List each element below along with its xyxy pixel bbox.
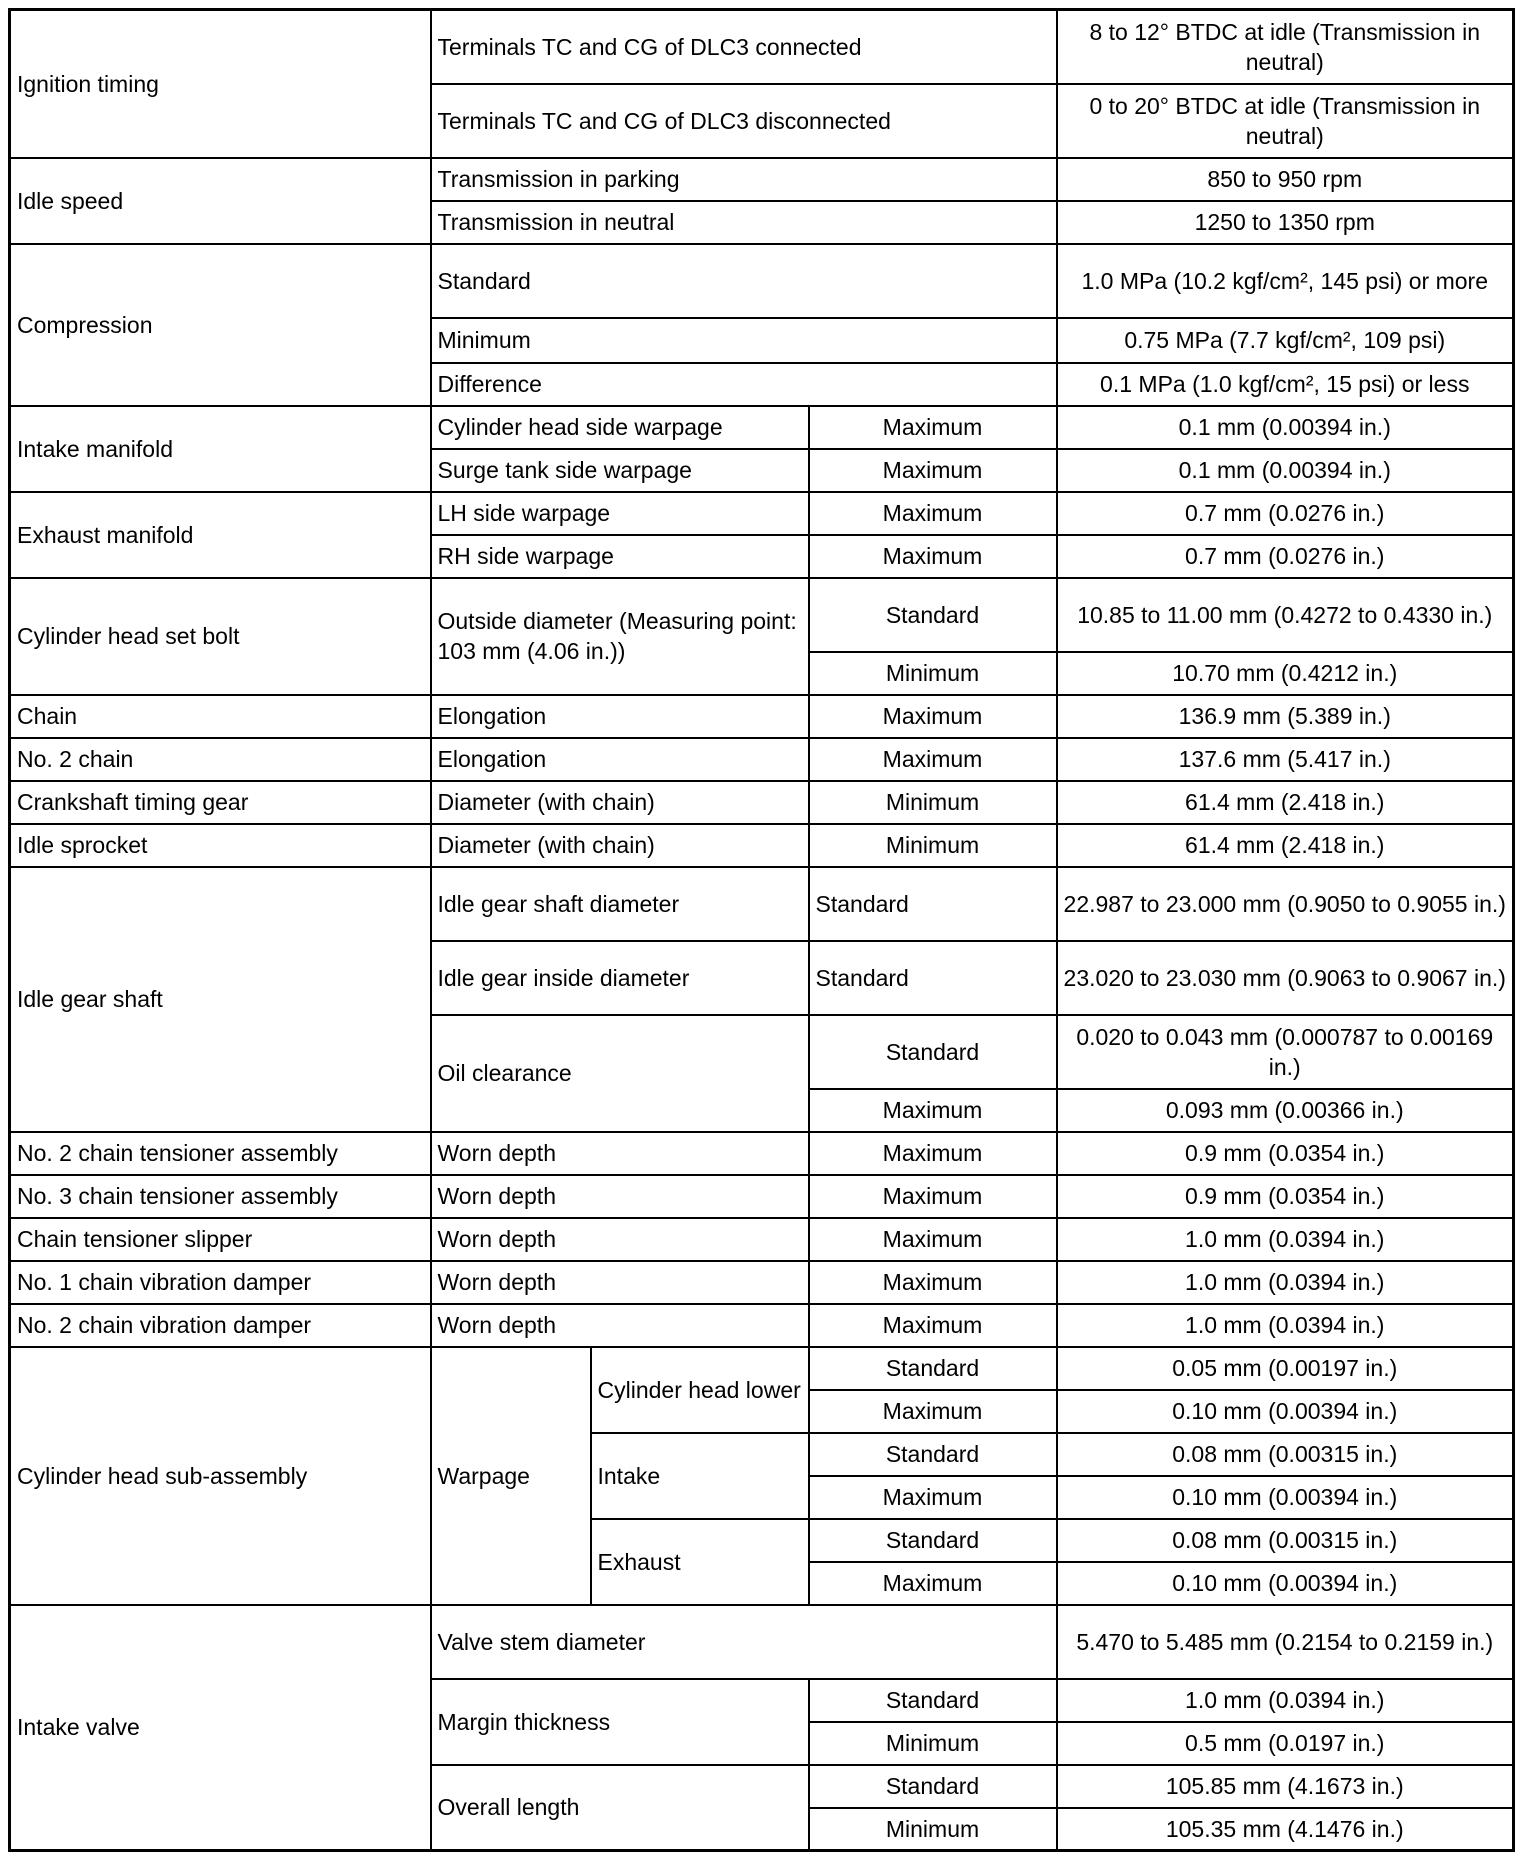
table-cell: Maximum bbox=[809, 1175, 1057, 1218]
table-cell: Maximum bbox=[809, 1304, 1057, 1347]
table-cell: Exhaust bbox=[591, 1519, 809, 1605]
table-cell: Minimum bbox=[809, 824, 1057, 867]
table-row bbox=[10, 1218, 1514, 1261]
table-cell: Minimum bbox=[809, 652, 1057, 695]
table-cell: Idle gear inside diameter bbox=[431, 941, 809, 1015]
table-cell: 0.10 mm (0.00394 in.) bbox=[1057, 1390, 1514, 1433]
table-cell: Maximum bbox=[809, 1218, 1057, 1261]
table-row bbox=[10, 695, 1514, 738]
table-cell: Cylinder head set bolt bbox=[10, 578, 431, 695]
table-cell: 1250 to 1350 rpm bbox=[1057, 201, 1514, 244]
table-cell: Exhaust manifold bbox=[10, 492, 431, 578]
table-cell: 0.75 MPa (7.7 kgf/cm², 109 psi) bbox=[1057, 318, 1514, 363]
table-cell: Outside diameter (Measuring point: 103 mm (4.06 in.)) bbox=[431, 578, 809, 695]
table-cell: Maximum bbox=[809, 1261, 1057, 1304]
table-row bbox=[10, 578, 1514, 652]
table-cell: Worn depth bbox=[431, 1261, 809, 1304]
table-cell: Idle gear shaft bbox=[10, 867, 431, 1132]
table-cell: Overall length bbox=[431, 1765, 809, 1851]
specification-table bbox=[8, 8, 1515, 1852]
table-cell: Terminals TC and CG of DLC3 disconnected bbox=[431, 84, 1057, 158]
table-cell: Standard bbox=[809, 1347, 1057, 1390]
table-cell: No. 1 chain vibration damper bbox=[10, 1261, 431, 1304]
table-cell: Minimum bbox=[431, 318, 1057, 363]
table-cell: Maximum bbox=[809, 1089, 1057, 1132]
table-cell: Chain tensioner slipper bbox=[10, 1218, 431, 1261]
table-cell: 1.0 mm (0.0394 in.) bbox=[1057, 1679, 1514, 1722]
table-cell: Compression bbox=[10, 244, 431, 406]
table-row bbox=[10, 158, 1514, 201]
table-cell: Ignition timing bbox=[10, 10, 431, 158]
table-cell: LH side warpage bbox=[431, 492, 809, 535]
table-cell: Maximum bbox=[809, 695, 1057, 738]
table-cell: Diameter (with chain) bbox=[431, 781, 809, 824]
table-cell: Terminals TC and CG of DLC3 connected bbox=[431, 10, 1057, 84]
table-cell: Standard bbox=[809, 578, 1057, 652]
table-cell: Minimum bbox=[809, 1722, 1057, 1765]
table-cell: 105.35 mm (4.1476 in.) bbox=[1057, 1808, 1514, 1851]
table-cell: 0.020 to 0.043 mm (0.000787 to 0.00169 in.) bbox=[1057, 1015, 1514, 1089]
table-cell: Idle gear shaft diameter bbox=[431, 867, 809, 941]
table-cell: Elongation bbox=[431, 738, 809, 781]
table-cell: Idle speed bbox=[10, 158, 431, 244]
table-row bbox=[10, 1304, 1514, 1347]
table-cell: Standard bbox=[431, 244, 1057, 318]
table-cell: 0.9 mm (0.0354 in.) bbox=[1057, 1175, 1514, 1218]
table-cell: Worn depth bbox=[431, 1218, 809, 1261]
table-row bbox=[10, 492, 1514, 535]
table-cell: Maximum bbox=[809, 535, 1057, 578]
table-cell: 0.5 mm (0.0197 in.) bbox=[1057, 1722, 1514, 1765]
table-cell: 61.4 mm (2.418 in.) bbox=[1057, 824, 1514, 867]
table-cell: Cylinder head sub-assembly bbox=[10, 1347, 431, 1605]
table-cell: Standard bbox=[809, 1433, 1057, 1476]
table-cell: Minimum bbox=[809, 1808, 1057, 1851]
table-cell: Worn depth bbox=[431, 1132, 809, 1175]
table-row bbox=[10, 10, 1514, 84]
table-cell: Margin thickness bbox=[431, 1679, 809, 1765]
table-row bbox=[10, 406, 1514, 449]
table-row bbox=[10, 738, 1514, 781]
table-cell: 23.020 to 23.030 mm (0.9063 to 0.9067 in.) bbox=[1057, 941, 1514, 1015]
table-cell: Standard bbox=[809, 941, 1057, 1015]
table-cell: 0.7 mm (0.0276 in.) bbox=[1057, 535, 1514, 578]
table-row bbox=[10, 867, 1514, 941]
table-cell: 0.10 mm (0.00394 in.) bbox=[1057, 1476, 1514, 1519]
table-cell: Minimum bbox=[809, 781, 1057, 824]
table-cell: 850 to 950 rpm bbox=[1057, 158, 1514, 201]
table-row bbox=[10, 824, 1514, 867]
table-cell: 10.85 to 11.00 mm (0.4272 to 0.4330 in.) bbox=[1057, 578, 1514, 652]
table-cell: 0.1 mm (0.00394 in.) bbox=[1057, 449, 1514, 492]
table-cell: 0 to 20° BTDC at idle (Transmission in neutral) bbox=[1057, 84, 1514, 158]
table-cell: Maximum bbox=[809, 449, 1057, 492]
table-cell: 0.7 mm (0.0276 in.) bbox=[1057, 492, 1514, 535]
table-cell: 0.093 mm (0.00366 in.) bbox=[1057, 1089, 1514, 1132]
table-cell: Transmission in parking bbox=[431, 158, 1057, 201]
table-cell: Cylinder head side warpage bbox=[431, 406, 809, 449]
table-cell: Standard bbox=[809, 1765, 1057, 1808]
table-cell: Standard bbox=[809, 867, 1057, 941]
table-cell: Intake valve bbox=[10, 1605, 431, 1851]
table-cell: Diameter (with chain) bbox=[431, 824, 809, 867]
table-cell: 0.10 mm (0.00394 in.) bbox=[1057, 1562, 1514, 1605]
table-cell: Worn depth bbox=[431, 1304, 809, 1347]
table-row bbox=[10, 1347, 1514, 1390]
table-cell: Oil clearance bbox=[431, 1015, 809, 1132]
table-cell: Warpage bbox=[431, 1347, 591, 1605]
table-cell: Difference bbox=[431, 363, 1057, 406]
table-cell: Transmission in neutral bbox=[431, 201, 1057, 244]
table-cell: Maximum bbox=[809, 1132, 1057, 1175]
table-cell: RH side warpage bbox=[431, 535, 809, 578]
table-cell: Maximum bbox=[809, 1562, 1057, 1605]
table-cell: 0.1 MPa (1.0 kgf/cm², 15 psi) or less bbox=[1057, 363, 1514, 406]
table-cell: Intake manifold bbox=[10, 406, 431, 492]
table-cell: 8 to 12° BTDC at idle (Transmission in neutral) bbox=[1057, 10, 1514, 84]
table-cell: 61.4 mm (2.418 in.) bbox=[1057, 781, 1514, 824]
spec-table-body bbox=[10, 10, 1514, 1851]
table-cell: No. 2 chain vibration damper bbox=[10, 1304, 431, 1347]
table-cell: Crankshaft timing gear bbox=[10, 781, 431, 824]
table-cell: Intake bbox=[591, 1433, 809, 1519]
table-cell: Valve stem diameter bbox=[431, 1605, 1057, 1679]
table-cell: Standard bbox=[809, 1519, 1057, 1562]
table-cell: No. 3 chain tensioner assembly bbox=[10, 1175, 431, 1218]
table-cell: 0.08 mm (0.00315 in.) bbox=[1057, 1519, 1514, 1562]
table-cell: 1.0 mm (0.0394 in.) bbox=[1057, 1218, 1514, 1261]
table-cell: Maximum bbox=[809, 738, 1057, 781]
table-cell: 10.70 mm (0.4212 in.) bbox=[1057, 652, 1514, 695]
table-row bbox=[10, 781, 1514, 824]
table-cell: No. 2 chain bbox=[10, 738, 431, 781]
table-cell: 137.6 mm (5.417 in.) bbox=[1057, 738, 1514, 781]
table-cell: 1.0 mm (0.0394 in.) bbox=[1057, 1261, 1514, 1304]
table-cell: 1.0 MPa (10.2 kgf/cm², 145 psi) or more bbox=[1057, 244, 1514, 318]
table-cell: Idle sprocket bbox=[10, 824, 431, 867]
table-row bbox=[10, 1132, 1514, 1175]
table-cell: Standard bbox=[809, 1015, 1057, 1089]
table-row bbox=[10, 244, 1514, 318]
table-cell: Standard bbox=[809, 1679, 1057, 1722]
table-row bbox=[10, 1175, 1514, 1218]
table-cell: Worn depth bbox=[431, 1175, 809, 1218]
table-cell: No. 2 chain tensioner assembly bbox=[10, 1132, 431, 1175]
table-cell: Maximum bbox=[809, 1476, 1057, 1519]
table-cell: 0.1 mm (0.00394 in.) bbox=[1057, 406, 1514, 449]
table-cell: 105.85 mm (4.1673 in.) bbox=[1057, 1765, 1514, 1808]
table-cell: 5.470 to 5.485 mm (0.2154 to 0.2159 in.) bbox=[1057, 1605, 1514, 1679]
table-cell: 136.9 mm (5.389 in.) bbox=[1057, 695, 1514, 738]
table-row bbox=[10, 1261, 1514, 1304]
table-cell: Elongation bbox=[431, 695, 809, 738]
table-cell: 0.9 mm (0.0354 in.) bbox=[1057, 1132, 1514, 1175]
table-cell: Maximum bbox=[809, 406, 1057, 449]
table-cell: Maximum bbox=[809, 1390, 1057, 1433]
table-cell: 0.08 mm (0.00315 in.) bbox=[1057, 1433, 1514, 1476]
table-cell: Cylinder head lower bbox=[591, 1347, 809, 1433]
table-cell: Chain bbox=[10, 695, 431, 738]
table-cell: 22.987 to 23.000 mm (0.9050 to 0.9055 in.) bbox=[1057, 867, 1514, 941]
table-cell: Surge tank side warpage bbox=[431, 449, 809, 492]
table-cell: 1.0 mm (0.0394 in.) bbox=[1057, 1304, 1514, 1347]
table-cell: Maximum bbox=[809, 492, 1057, 535]
table-row bbox=[10, 1605, 1514, 1679]
table-cell: 0.05 mm (0.00197 in.) bbox=[1057, 1347, 1514, 1390]
